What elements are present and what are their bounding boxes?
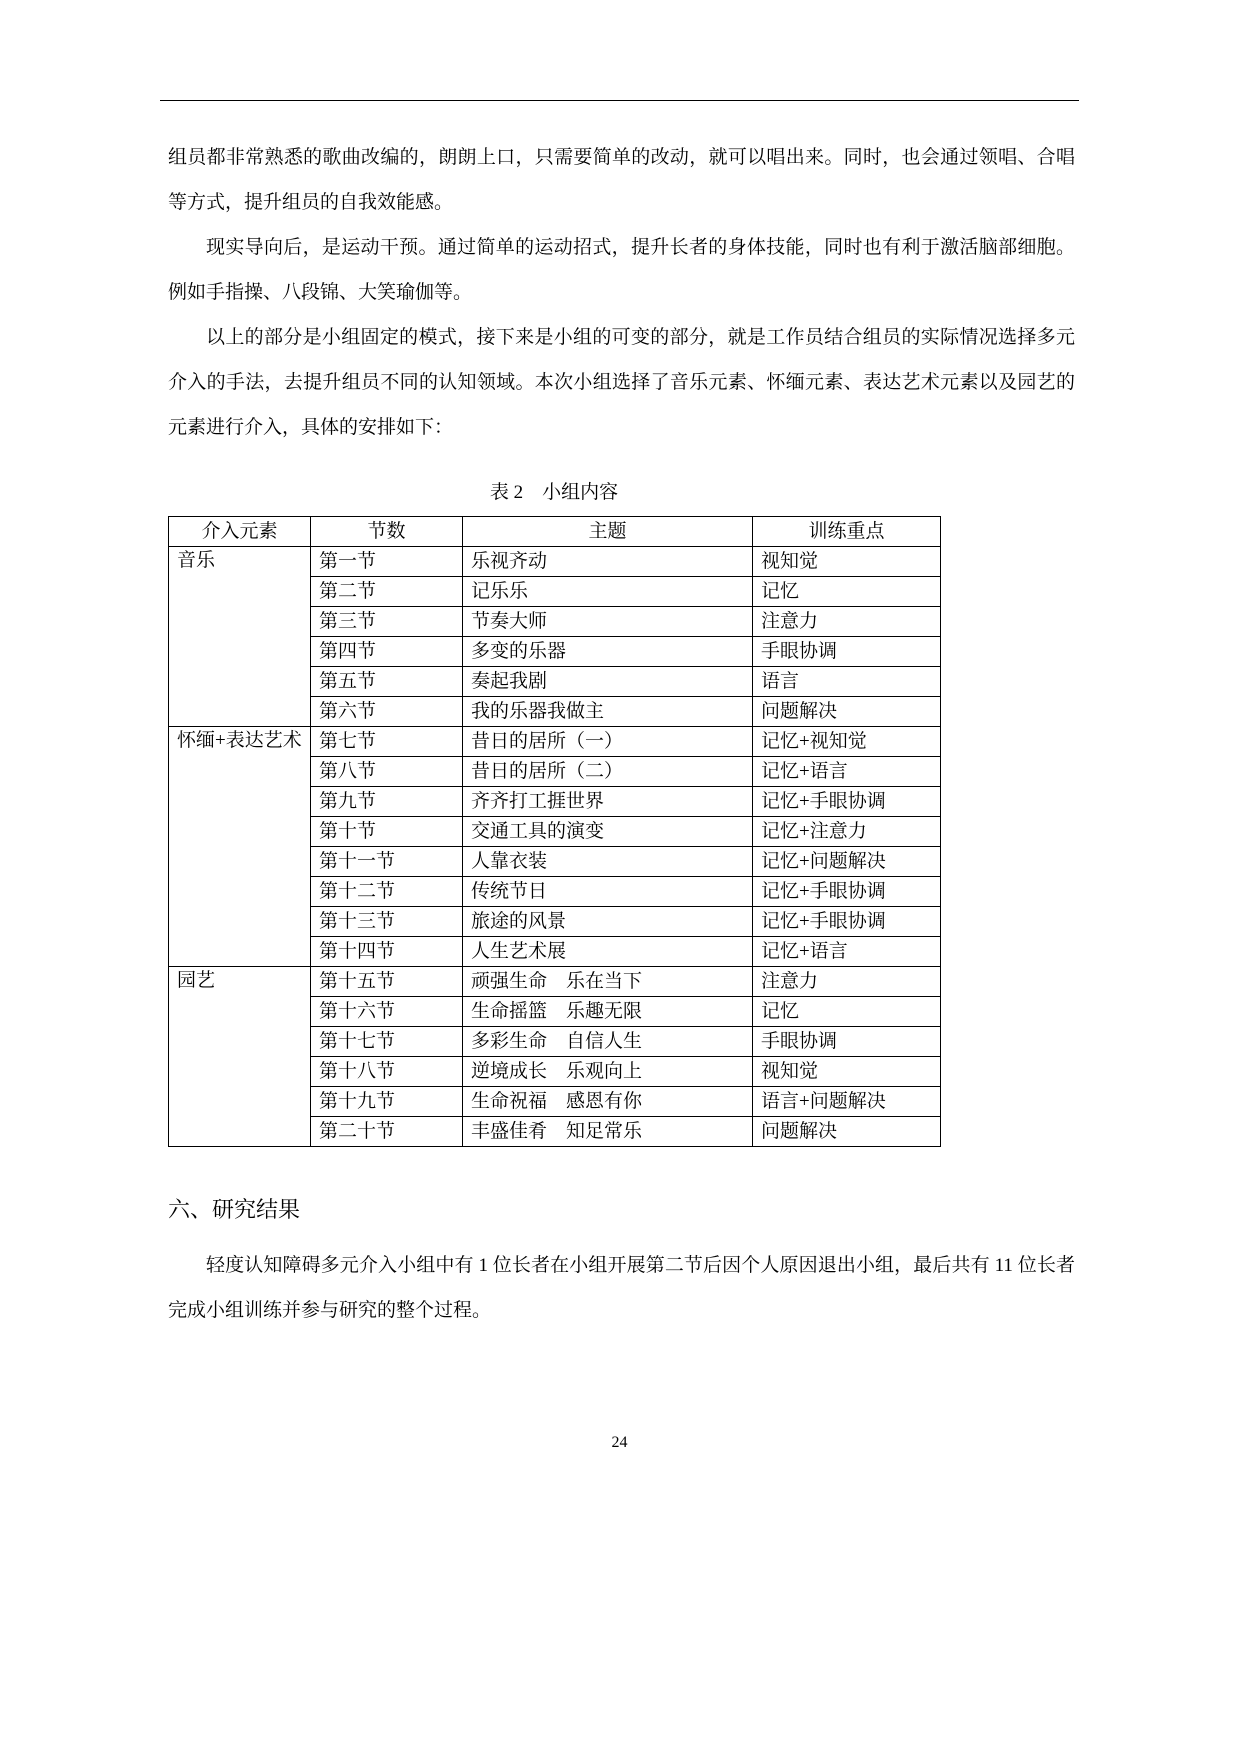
focus-cell: 问题解决 — [753, 697, 941, 727]
session-cell: 第十三节 — [311, 907, 463, 937]
table-row — [169, 547, 941, 577]
session-cell: 第十四节 — [311, 937, 463, 967]
session-cell: 第十九节 — [311, 1087, 463, 1117]
theme-cell: 多变的乐器 — [463, 637, 753, 667]
focus-cell: 记忆 — [753, 997, 941, 1027]
theme-cell: 乐视齐动 — [463, 547, 753, 577]
session-cell: 第六节 — [311, 697, 463, 727]
theme-cell: 多彩生命 自信人生 — [463, 1027, 753, 1057]
focus-cell: 注意力 — [753, 607, 941, 637]
table-block — [168, 478, 940, 1147]
focus-cell: 视知觉 — [753, 1057, 941, 1087]
theme-cell: 齐齐打工捱世界 — [463, 787, 753, 817]
focus-cell: 记忆+视知觉 — [753, 727, 941, 757]
session-cell: 第十八节 — [311, 1057, 463, 1087]
session-cell: 第十五节 — [311, 967, 463, 997]
session-cell: 第九节 — [311, 787, 463, 817]
table-caption: 表 2 小组内容 — [489, 482, 619, 503]
column-header-theme: 主题 — [463, 517, 753, 547]
paragraph: 以上的部分是小组固定的模式，接下来是小组的可变的部分，就是工作员结合组员的实际情况选择多元介入的手法，去提升组员不同的认知领域。本次小组选择了音乐元素、怀缅元素、表达艺术元素以及园艺的元素进行介入，具体的安排如下： — [168, 327, 1075, 438]
theme-cell: 奏起我剧 — [463, 667, 753, 697]
focus-cell: 问题解决 — [753, 1117, 941, 1147]
group-cell-music: 音乐 — [169, 547, 311, 727]
theme-cell: 昔日的居所（一） — [463, 727, 753, 757]
focus-cell: 记忆+语言 — [753, 757, 941, 787]
paragraph: 组员都非常熟悉的歌曲改编的，朗朗上口，只需要简单的改动，就可以唱出来。同时，也会通过领唱、合唱等方式，提升组员的自我效能感。 — [168, 147, 1075, 213]
theme-cell: 人生艺术展 — [463, 937, 753, 967]
session-cell: 第七节 — [311, 727, 463, 757]
theme-cell: 节奏大师 — [463, 607, 753, 637]
group-cell-horticulture: 园艺 — [169, 967, 311, 1147]
theme-cell: 生命祝福 感恩有你 — [463, 1087, 753, 1117]
theme-cell: 记乐乐 — [463, 577, 753, 607]
session-cell: 第八节 — [311, 757, 463, 787]
session-cell: 第十六节 — [311, 997, 463, 1027]
session-cell: 第三节 — [311, 607, 463, 637]
focus-cell: 注意力 — [753, 967, 941, 997]
session-cell: 第十节 — [311, 817, 463, 847]
focus-cell: 记忆+注意力 — [753, 817, 941, 847]
focus-cell: 记忆+手眼协调 — [753, 907, 941, 937]
focus-cell: 手眼协调 — [753, 637, 941, 667]
focus-cell: 视知觉 — [753, 547, 941, 577]
session-cell: 第四节 — [311, 637, 463, 667]
focus-cell: 记忆 — [753, 577, 941, 607]
focus-cell: 语言 — [753, 667, 941, 697]
theme-cell: 我的乐器我做主 — [463, 697, 753, 727]
session-cell: 第五节 — [311, 667, 463, 697]
theme-cell: 传统节日 — [463, 877, 753, 907]
session-cell: 第二节 — [311, 577, 463, 607]
session-cell: 第十一节 — [311, 847, 463, 877]
theme-cell: 交通工具的演变 — [463, 817, 753, 847]
table-header-row — [169, 517, 941, 547]
session-cell: 第十七节 — [311, 1027, 463, 1057]
content-table — [168, 516, 941, 1147]
theme-cell: 顽强生命 乐在当下 — [463, 967, 753, 997]
column-header-session: 节数 — [311, 517, 463, 547]
header-rule — [160, 100, 1079, 101]
paragraph: 轻度认知障碍多元介入小组中有 1 位长者在小组开展第二节后因个人原因退出小组，最后共有 11 位长者完成小组训练并参与研究的整个过程。 — [168, 1255, 1075, 1321]
group-cell-reminiscence-art: 怀缅+表达艺术 — [169, 727, 311, 967]
session-cell: 第十二节 — [311, 877, 463, 907]
page-number: 24 — [611, 1434, 628, 1451]
theme-cell: 丰盛佳肴 知足常乐 — [463, 1117, 753, 1147]
theme-cell: 旅途的风景 — [463, 907, 753, 937]
focus-cell: 记忆+手眼协调 — [753, 877, 941, 907]
column-header-focus: 训练重点 — [753, 517, 941, 547]
session-cell: 第二十节 — [311, 1117, 463, 1147]
theme-cell: 生命摇篮 乐趣无限 — [463, 997, 753, 1027]
focus-cell: 手眼协调 — [753, 1027, 941, 1057]
table-row — [169, 727, 941, 757]
section-heading: 六、研究结果 — [168, 1197, 301, 1222]
focus-cell: 语言+问题解决 — [753, 1087, 941, 1117]
column-header-element: 介入元素 — [169, 517, 311, 547]
focus-cell: 记忆+语言 — [753, 937, 941, 967]
focus-cell: 记忆+问题解决 — [753, 847, 941, 877]
table-row — [169, 967, 941, 997]
theme-cell: 昔日的居所（二） — [463, 757, 753, 787]
paragraph: 现实导向后，是运动干预。通过简单的运动招式，提升长者的身体技能，同时也有利于激活脑部细胞。例如手指操、八段锦、大笑瑜伽等。 — [168, 237, 1075, 303]
theme-cell: 逆境成长 乐观向上 — [463, 1057, 753, 1087]
session-cell: 第一节 — [311, 547, 463, 577]
focus-cell: 记忆+手眼协调 — [753, 787, 941, 817]
theme-cell: 人靠衣装 — [463, 847, 753, 877]
